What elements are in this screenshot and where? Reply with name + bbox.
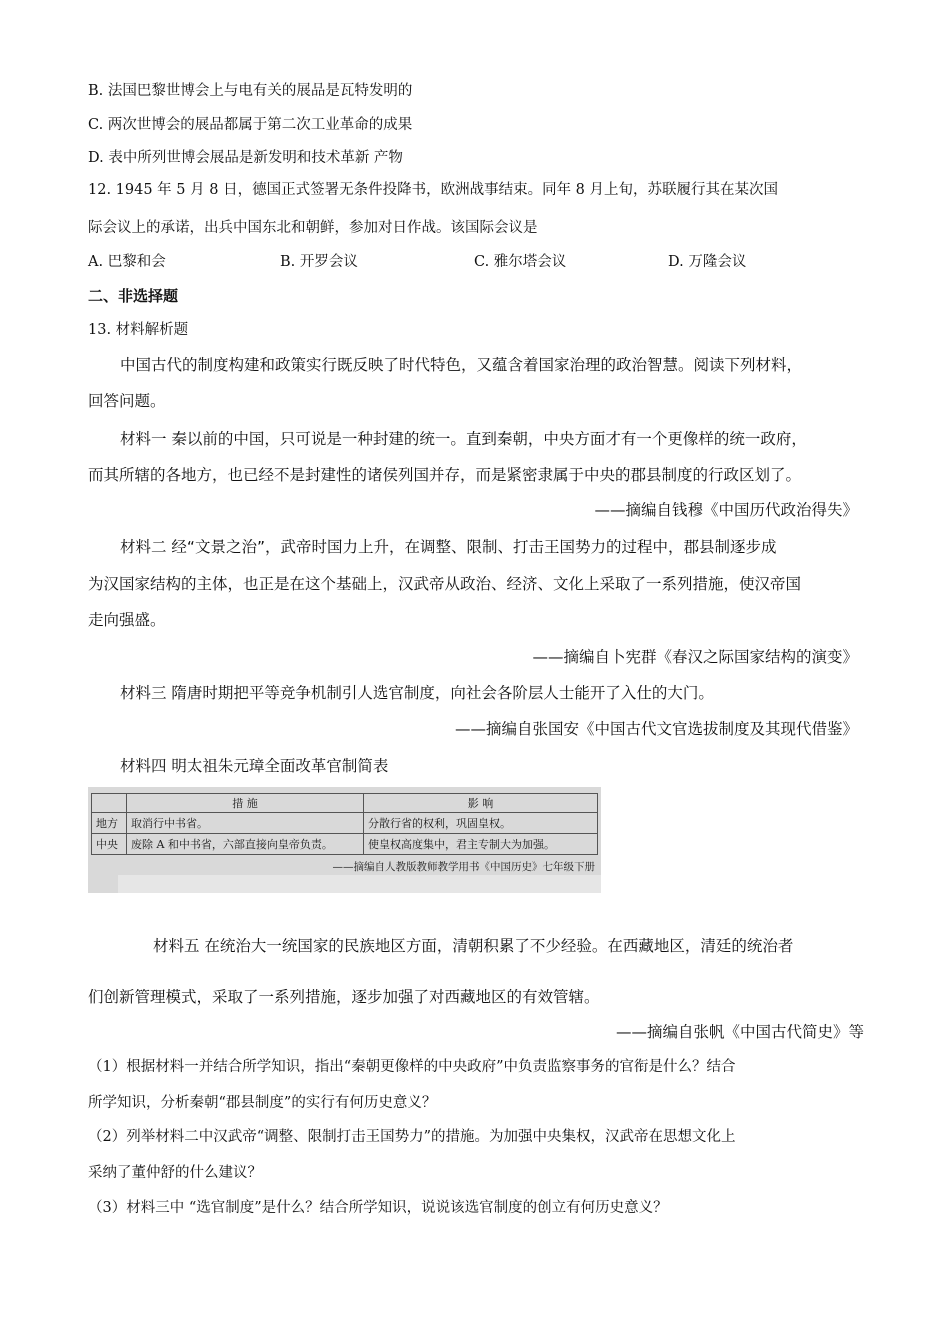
table-header-blank: [92, 794, 127, 813]
table-cell: 分散行省的权利，巩固皇权。: [364, 813, 598, 834]
q13-intro-line2: 回答问题。: [88, 392, 166, 410]
material1-line2: 而其所辖的各地方，也已经不是封建性的诸侯列国并存，而是紧密隶属于中央的郡县制度的行政区划了。: [88, 466, 802, 484]
material5-source: ——摘编自张帆《中国古代简史》等: [615, 1023, 864, 1041]
table-cell: 地方: [92, 813, 127, 834]
q12-option-a: A. 巴黎和会: [88, 254, 166, 270]
scan-bottom-band: [118, 875, 601, 893]
subquestion1-line2: 所学知识，分析秦朝“郡县制度”的实行有何历史意义？: [88, 1095, 437, 1111]
material5-line1: 材料五 在统治大一统国家的民族地区方面，清朝积累了不少经验。在西藏地区，清廷的统治者: [153, 937, 794, 955]
material2-line3: 走向强盛。: [88, 611, 166, 629]
material2-line1: 材料二 经“文景之治”，武帝时国力上升，在调整、限制、打击王国势力的过程中，郡县制逐步成: [120, 538, 777, 556]
material1-source: ——摘编自钱穆《中国历代政治得失》: [594, 501, 858, 519]
q13-intro-line1: 中国古代的制度构建和政策实行既反映了时代特色，又蕴含着国家治理的政治智慧。阅读下列材料，: [120, 356, 803, 374]
material5-line2: 们创新管理模式，采取了一系列措施，逐步加强了对西藏地区的有效管辖。: [88, 988, 600, 1006]
table-header-impact: 影 响: [364, 794, 598, 813]
material2-line2: 为汉国家结构的主体，也正是在这个基础上，汉武帝从政治、经济、文化上采取了一系列措施，使汉帝国: [88, 575, 802, 593]
table-cell: 取消行中书省。: [127, 813, 364, 834]
q12-stem-line2: 际会议上的承诺，出兵中国东北和朝鲜，参加对日作战。该国际会议是: [88, 220, 538, 236]
table-cell: 废除 A 和中书省，六部直接向皇帝负责。: [127, 834, 364, 855]
subquestion2-line2: 采纳了董仲舒的什么建议？: [88, 1165, 262, 1181]
subquestion1-line1: （1）根据材料一并结合所学知识，指出“秦朝更像样的中央政府”中负责监察事务的官衔是什么？结合: [88, 1059, 736, 1075]
material4-table: [91, 793, 598, 855]
subquestion3-line1: （3）材料三中 “选官制度”是什么？结合所学知识，说说该选官制度的创立有何历史意义？: [88, 1200, 668, 1216]
table-row: [92, 834, 598, 855]
q11-option-c: C. 两次世博会的展品都属于第二次工业革命的成果: [88, 117, 413, 133]
subquestion2-line1: （2）列举材料二中汉武帝“调整、限制打击王国势力”的措施。为加强中央集权，汉武帝在思想文化上: [88, 1129, 736, 1145]
section-title: 二、非选择题: [88, 287, 179, 305]
material4-table-image: [88, 787, 601, 893]
q11-option-b: B. 法国巴黎世博会上与电有关的展品是瓦特发明的: [88, 83, 413, 99]
material3-source: ——摘编自张国安《中国古代文官选拔制度及其现代借鉴》: [454, 720, 858, 738]
material4-title: 材料四 明太祖朱元璋全面改革官制简表: [120, 757, 389, 775]
material1-line1: 材料一 秦以前的中国，只可说是一种封建的统一。直到秦朝，中央方面才有一个更像样的统一政府，: [120, 430, 807, 448]
table-row: [92, 813, 598, 834]
material2-source: ——摘编自卜宪群《春汉之际国家结构的演变》: [532, 648, 858, 666]
q12-stem-line1: 12. 1945 年 5 月 8 日，德国正式签署无条件投降书，欧洲战事结束。同年 8 月上旬，苏联履行其在某次国: [88, 182, 779, 198]
material3-line1: 材料三 隋唐时期把平等竞争机制引人选官制度，向社会各阶层人士能开了入仕的大门。: [120, 684, 714, 702]
q12-option-b: B. 开罗会议: [280, 254, 358, 270]
table-caption: ——摘编自人教版教师教学用书《中国历史》七年级下册: [332, 861, 595, 873]
q11-option-d: D. 表中所列世博会展品是新发明和技术革新 产物: [88, 150, 403, 166]
q12-option-d: D. 万隆会议: [668, 254, 747, 270]
table-cell: 使皇权高度集中，君主专制大为加强。: [364, 834, 598, 855]
q13-title: 13. 材料解析题: [88, 322, 189, 338]
q12-option-c: C. 雅尔塔会议: [474, 254, 567, 270]
table-header-measures: 措 施: [127, 794, 364, 813]
table-cell: 中央: [92, 834, 127, 855]
